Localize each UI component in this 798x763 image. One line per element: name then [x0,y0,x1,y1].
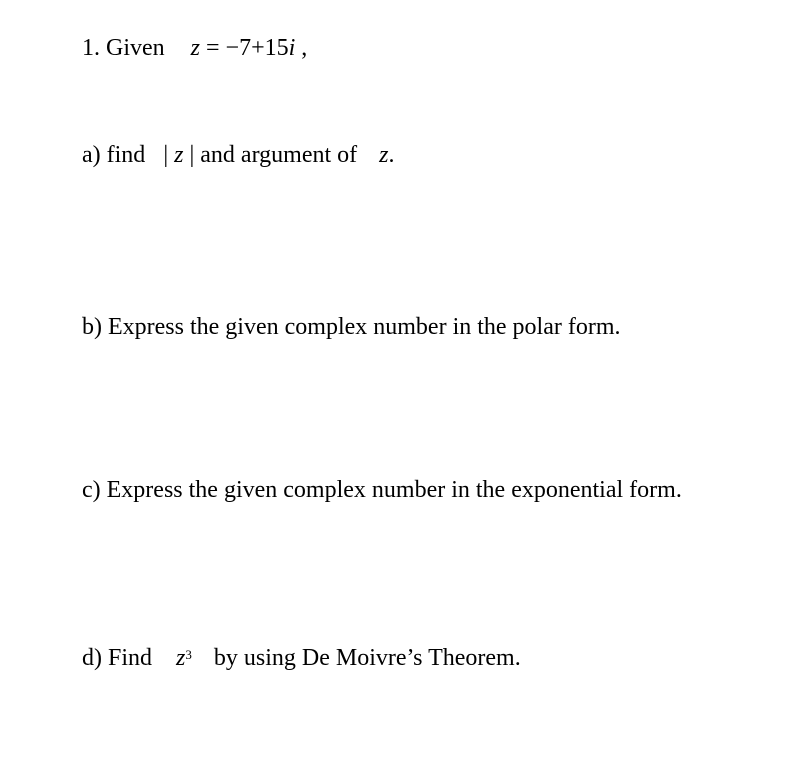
question-number: 1. [82,35,100,61]
part-d-prefix: d) Find [82,645,153,671]
equals-sign: = [206,35,220,61]
part-d-suffix: by using De Moivre’s Theorem. [213,645,521,671]
imaginary-unit: i [288,35,296,61]
abs-bar-right: | [189,142,195,168]
part-a-period: . [388,142,395,168]
part-a [82,143,394,167]
question-intro: Given [106,35,165,61]
part-d-variable: z [176,645,186,671]
abs-variable: z [174,142,184,168]
comma: , [301,35,308,61]
variable-z: z [190,35,200,61]
abs-bar-left: | [163,142,169,168]
expression-value: −7+15 [225,35,289,61]
part-a-variable: z [379,142,389,168]
part-c [82,478,682,502]
part-a-prefix: a) find [82,142,146,168]
part-a-middle: and argument of [200,142,358,168]
part-c-text: c) Express the given complex number in the exponential form. [82,477,682,503]
part-d-exponent: 3 [185,647,192,662]
part-b [82,315,621,339]
part-d [82,646,521,670]
question-header [82,36,307,60]
part-b-text: b) Express the given complex number in the polar form. [82,314,621,340]
